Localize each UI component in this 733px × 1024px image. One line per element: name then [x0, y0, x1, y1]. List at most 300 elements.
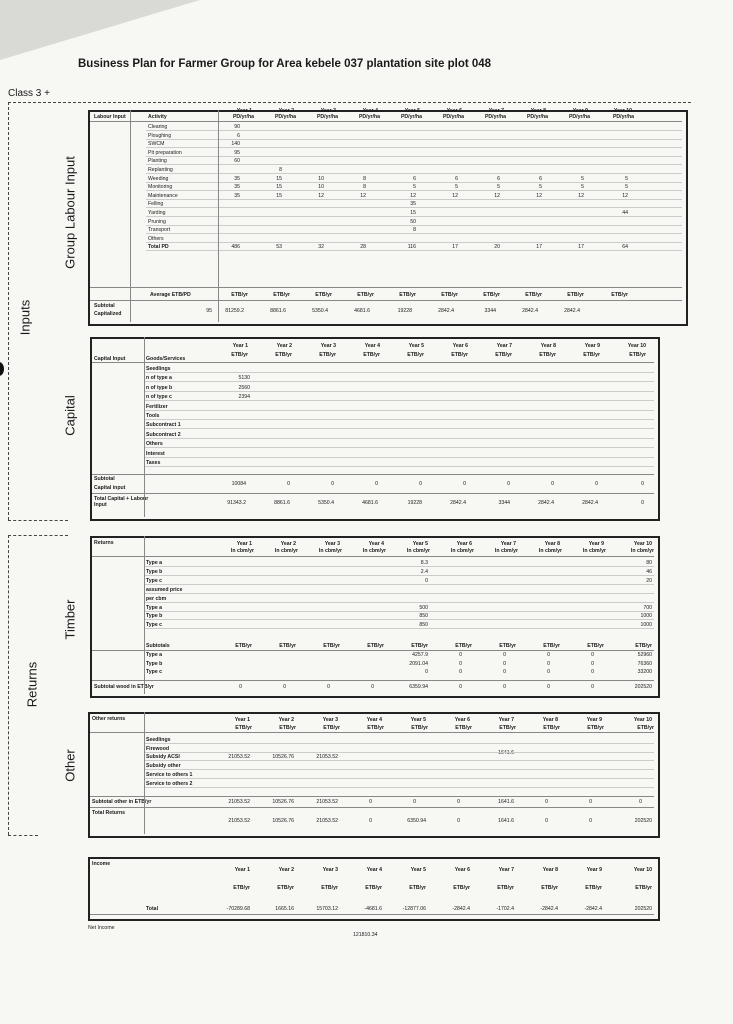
capital-header-year: Year 9	[584, 343, 600, 349]
labour-cell: 8	[279, 167, 282, 173]
other-header-year: Year 8	[542, 717, 558, 723]
timber-header-unit: In cbm/yr	[318, 548, 342, 554]
timber-header-year: Year 1	[236, 541, 252, 547]
rule-line	[144, 743, 654, 744]
capital-subtotal-value: 0	[419, 481, 422, 487]
timber-header-unit: In cbm/yr	[630, 548, 654, 554]
other-subtotal-value: 10526.76	[272, 799, 294, 805]
labour-cell: 15	[276, 192, 282, 199]
other-subtotal-value: 0	[545, 799, 548, 805]
rule-line	[90, 807, 654, 808]
timber-header-year: Year 6	[456, 541, 472, 547]
capital-header-unit: ETB/yr	[539, 352, 556, 358]
rule-line	[92, 680, 654, 681]
capital-subtotal-value: 0	[331, 481, 334, 487]
timber-etb-unit: ETB/yr	[279, 643, 296, 649]
other-header-unit: ETB/yr	[455, 725, 472, 731]
capital-header-year: Year 10	[627, 343, 646, 349]
other-cell: 10526.76	[272, 754, 294, 761]
timber-value-label: Type c	[146, 669, 163, 676]
other-header-unit: ETB/yr	[323, 725, 340, 731]
rule-line	[146, 156, 682, 157]
total-returns-value: 0	[589, 818, 592, 824]
rule-line	[146, 225, 682, 226]
other-subtotal-value: 1641.6	[498, 799, 514, 805]
capital-header-year: Year 6	[452, 343, 468, 349]
timber-year10-amount: 33200	[637, 669, 652, 676]
timber-zero: 0	[503, 652, 506, 658]
labour-subtotal-value: 2842.4	[438, 308, 454, 314]
labour-activity-label: Replanting	[148, 167, 173, 173]
total-returns-value: 0	[545, 818, 548, 824]
capital-section-label: Capital	[62, 395, 78, 436]
labour-cell: 12	[536, 192, 542, 199]
capital-header-goods: Goods/Services	[146, 356, 186, 362]
timber-zero: 0	[459, 660, 462, 667]
other-row-label: Subsidy other	[146, 763, 181, 770]
labour-header-year: Year 9	[572, 108, 588, 114]
labour-cell: 6	[497, 175, 500, 182]
timber-subtotal-value: 0	[371, 684, 374, 690]
timber-etb-unit: ETB/yr	[235, 643, 252, 649]
rule-line	[146, 199, 682, 200]
capital-header-year: Year 1	[232, 343, 248, 349]
labour-average-label: Average ETB/PD	[150, 292, 191, 298]
labour-header-year: Year 8	[530, 108, 546, 114]
income-header-year: Year 10	[633, 867, 652, 873]
timber-year10-value: 1000	[640, 613, 652, 620]
timber-header-year: Year 4	[368, 541, 384, 547]
labour-average-unit: ETB/yr	[525, 292, 542, 298]
rule-line	[144, 752, 654, 753]
labour-header-unit: PD/yr/ha	[316, 114, 338, 120]
timber-header-unit: In cbm/yr	[362, 548, 386, 554]
income-header-year: Year 2	[278, 867, 294, 873]
labour-header-year: Year 7	[488, 108, 504, 114]
timber-year10-value: 1000	[640, 622, 652, 629]
timber-header-unit: In cbm/yr	[582, 548, 606, 554]
income-header-unit: ETB/yr	[541, 885, 558, 891]
labour-header-unit: PD/yr/ha	[484, 114, 506, 120]
rule-line	[144, 584, 654, 585]
timber-value-label: Type b	[146, 660, 163, 667]
rule-line	[146, 164, 682, 165]
income-total-value: -2842.4	[540, 906, 558, 912]
capital-total-value: 0	[641, 500, 644, 506]
labour-cell: 90	[234, 124, 240, 130]
timber-etb-unit: ETB/yr	[499, 643, 516, 649]
labour-cell: 28	[360, 244, 366, 251]
rule-line	[146, 233, 682, 234]
labour-cell: 8	[363, 184, 366, 191]
capital-total-value: 4681.6	[362, 500, 378, 506]
labour-cell: 10	[318, 175, 324, 182]
labour-activity-label: Ploughing	[148, 132, 172, 139]
labour-header-unit: PD/yr/ha	[400, 114, 422, 120]
labour-subtotal-value: 5350.4	[312, 308, 328, 314]
other-header-year: Year 10	[633, 717, 652, 723]
timber-header-year: Year 3	[324, 541, 340, 547]
other-header-year: Year 3	[322, 717, 338, 723]
total-returns-value: 0	[369, 818, 372, 824]
timber-header-label: Returns	[94, 540, 114, 546]
income-header-unit: ETB/yr	[453, 885, 470, 891]
timber-header-year: Year 7	[500, 541, 516, 547]
labour-header-year: Year 4	[362, 108, 378, 114]
capital-item-label: Others	[146, 441, 163, 448]
class-label: Class 3 +	[8, 88, 50, 99]
other-subtotal-value: 21053.52	[316, 799, 338, 805]
capital-header-year: Year 5	[408, 343, 424, 349]
capital-header-year: Year 4	[364, 343, 380, 349]
capital-input-label: Capital input	[94, 485, 126, 491]
labour-activity-label: Total PD	[148, 244, 169, 251]
timber-year5-value: 500	[419, 604, 428, 611]
rule-line	[144, 466, 654, 467]
labour-header-activity: Activity	[148, 114, 167, 120]
labour-activity-label: Pit preparation	[148, 149, 182, 156]
labour-cell: 6	[455, 175, 458, 182]
income-total-value: 202520	[634, 906, 652, 912]
labour-activity-label: Clearing	[148, 124, 168, 130]
rule-line	[146, 147, 682, 148]
rule-line	[146, 242, 682, 243]
capital-total-value: 2842.4	[582, 500, 598, 506]
timber-zero: 0	[503, 669, 506, 676]
labour-activity-label: Planting	[148, 158, 167, 165]
income-total-value: -70289.68	[226, 906, 250, 912]
page-corner-shadow	[0, 0, 200, 60]
labour-header-unit: PD/yr/ha	[232, 114, 254, 120]
timber-year5-value: 2.4	[420, 568, 428, 575]
other-header-year: Year 2	[278, 717, 294, 723]
other-header-unit: ETB/yr	[499, 725, 516, 731]
income-header-year: Year 7	[498, 867, 514, 873]
rule-line	[92, 650, 654, 651]
other-header-unit: ETB/yr	[637, 725, 654, 731]
timber-header-year: Year 5	[412, 541, 428, 547]
labour-header-input: Labour Input	[94, 114, 126, 120]
timber-year10-amount: 76360	[637, 660, 652, 667]
rule-line	[130, 110, 131, 322]
labour-cell: 17	[578, 244, 584, 251]
rule-line	[92, 474, 654, 475]
timber-row-label: Type c	[146, 622, 163, 629]
rule-line	[90, 914, 654, 915]
timber-row-label: per cbm	[146, 595, 167, 602]
rule-line	[144, 372, 654, 373]
labour-header-year: Year 3	[320, 108, 336, 114]
labour-cell: 15	[276, 175, 282, 182]
labour-header-unit: PD/yr/ha	[526, 114, 548, 120]
labour-cell: 50	[410, 218, 416, 225]
labour-cell: 95	[234, 149, 240, 156]
labour-header-year: Year 1	[236, 108, 252, 114]
labour-average-unit: ETB/yr	[273, 292, 290, 298]
labour-cell: 17	[536, 244, 542, 251]
net-income-label: Net Income	[88, 925, 115, 931]
labour-cell: 12	[622, 192, 628, 199]
labour-activity-label: SWCM	[148, 141, 165, 148]
labour-subtotal-rate: 95	[206, 308, 212, 314]
rule-line	[144, 778, 654, 779]
other-header-unit: ETB/yr	[411, 725, 428, 731]
labour-cell: 5	[625, 184, 628, 191]
rule-line	[144, 419, 654, 420]
capital-subtotal-label: Subtotal	[94, 476, 115, 482]
income-header-year: Year 8	[542, 867, 558, 873]
timber-subtotals-label: Subtotals	[146, 643, 170, 649]
timber-etb-unit: ETB/yr	[323, 643, 340, 649]
income-header-year: Year 4	[366, 867, 382, 873]
timber-zero: 0	[591, 652, 594, 658]
labour-cell: 12	[360, 192, 366, 199]
labour-subtotal-value: 19228	[397, 308, 412, 314]
inputs-section-label: Inputs	[17, 299, 33, 336]
rule-line	[144, 391, 654, 392]
timber-header-year: Year 2	[280, 541, 296, 547]
income-label: Income	[92, 861, 111, 867]
total-returns-value: 10526.76	[272, 818, 294, 824]
timber-etb-unit: ETB/yr	[411, 643, 428, 649]
timber-subtotal-value: 202520	[634, 684, 652, 690]
timber-row-label: Type c	[146, 577, 163, 584]
labour-cell: 6	[237, 132, 240, 139]
capital-item-value: 5130	[238, 375, 250, 382]
total-returns-value: 202520	[634, 818, 652, 824]
labour-cell: 12	[410, 192, 416, 199]
labour-subtotal-value: 4681.6	[354, 308, 370, 314]
rule-line	[90, 287, 682, 288]
labour-average-unit: ETB/yr	[315, 292, 332, 298]
labour-cell: 140	[231, 141, 240, 148]
other-row-label: Subsidy ACSI	[146, 754, 180, 761]
timber-year10-amount: 52960	[637, 652, 652, 658]
rule-line	[144, 381, 654, 382]
rule-line	[146, 190, 682, 191]
income-header-year: Year 1	[234, 867, 250, 873]
labour-header-year: Year 10	[613, 108, 632, 114]
income-total-value: -12877.06	[402, 906, 426, 912]
labour-subtotal-value: 2842.4	[522, 308, 538, 314]
capital-subtotal-value: 0	[595, 481, 598, 487]
labour-activity-label: Weeding	[148, 175, 169, 182]
timber-header-unit: In cbm/yr	[230, 548, 254, 554]
capital-header-year: Year 2	[276, 343, 292, 349]
labour-cell: 6	[539, 175, 542, 182]
labour-cell: 15	[410, 210, 416, 216]
timber-row-label: Type a	[146, 560, 163, 566]
other-row-label: Firewood	[146, 745, 170, 752]
other-subtotal-value: 0	[413, 799, 416, 805]
other-section-label: Other	[62, 749, 78, 782]
labour-cell: 5	[413, 184, 416, 191]
timber-etb-unit: ETB/yr	[367, 643, 384, 649]
timber-year5-value: 8.3	[420, 560, 428, 566]
rule-line	[144, 628, 654, 629]
returns-section-label: Returns	[24, 661, 40, 708]
timber-zero: 0	[591, 660, 594, 667]
labour-header-unit: PD/yr/ha	[274, 114, 296, 120]
rule-line	[144, 760, 654, 761]
labour-activity-label: Others	[148, 235, 164, 242]
capital-item-label: Tools	[146, 413, 160, 419]
labour-cell: 12	[452, 192, 458, 199]
rule-line	[144, 438, 654, 439]
capital-header-unit: ETB/yr	[629, 352, 646, 358]
rule-line	[144, 611, 654, 612]
timber-year5-value: 850	[419, 622, 428, 629]
income-total-label: Total	[146, 906, 159, 912]
total-returns-value: 6350.94	[407, 818, 426, 824]
labour-cell: 12	[318, 192, 324, 199]
document-title: Business Plan for Farmer Group for Area kebele 037 plantation site plot 048	[78, 58, 492, 70]
timber-zero: 0	[591, 669, 594, 676]
other-header-unit: ETB/yr	[543, 725, 560, 731]
rule-line	[144, 428, 654, 429]
income-total-value: -2842.4	[584, 906, 602, 912]
timber-subtotal-value: 0	[503, 684, 506, 690]
other-cell: 21053.52	[228, 754, 250, 761]
labour-cell: 5	[581, 184, 584, 191]
labour-cell: 12	[494, 192, 500, 199]
capital-item-label: Taxes	[146, 460, 161, 466]
timber-subtotal-value: 0	[547, 684, 550, 690]
capital-header-unit: ETB/yr	[451, 352, 468, 358]
rule-line	[144, 787, 654, 788]
labour-header-unit: PD/yr/ha	[568, 114, 590, 120]
labour-subtotal-value: 3344	[484, 308, 496, 314]
income-header-unit: ETB/yr	[585, 885, 602, 891]
timber-header-year: Year 9	[588, 541, 604, 547]
other-subtotal-value: 0	[639, 799, 642, 805]
labour-cell: 15	[276, 184, 282, 191]
other-subtotal-label: Subtotal other in ETB/yr	[92, 799, 152, 805]
rule-line	[90, 796, 654, 797]
rule-line	[146, 182, 682, 183]
rule-line	[144, 769, 654, 770]
timber-year5-amount: 0	[425, 669, 428, 676]
labour-average-unit: ETB/yr	[567, 292, 584, 298]
labour-average-unit: ETB/yr	[357, 292, 374, 298]
labour-average-unit: ETB/yr	[399, 292, 416, 298]
capital-total-value: 91343.2	[227, 500, 246, 506]
income-header-year: Year 6	[454, 867, 470, 873]
labour-cell: 17	[452, 244, 458, 251]
labour-activity-label: Yarding	[148, 210, 166, 216]
rule-line	[92, 556, 654, 557]
labour-header-unit: PD/yr/ha	[612, 114, 634, 120]
timber-year10-value: 80	[646, 560, 652, 566]
labour-activity-label: Monitoring	[148, 184, 173, 191]
rule-line	[144, 619, 654, 620]
income-header-unit: ETB/yr	[409, 885, 426, 891]
labour-cell: 8	[363, 175, 366, 182]
rule-line	[90, 300, 682, 301]
rule-line	[144, 457, 654, 458]
timber-year5-amount: 4257.9	[412, 652, 428, 658]
labour-cell: 10	[318, 184, 324, 191]
timber-subtotal-value: 0	[327, 684, 330, 690]
capital-header-unit: ETB/yr	[583, 352, 600, 358]
capital-item-value: 2394	[238, 394, 250, 401]
labour-cell: 6	[413, 175, 416, 182]
capital-item-label: Subcontract 1	[146, 422, 181, 429]
capital-item-label: Seedlings	[146, 366, 171, 372]
rule-line	[146, 130, 682, 131]
income-total-value: 1665.16	[275, 906, 294, 912]
labour-average-unit: ETB/yr	[231, 292, 248, 298]
labour-cell: 60	[234, 158, 240, 165]
labour-cell: 20	[494, 244, 500, 251]
timber-subtotal-label: Subtotal wood in ETB/yr	[94, 684, 154, 690]
rule-line	[144, 566, 654, 567]
other-header-year: Year 6	[454, 717, 470, 723]
timber-value-label: Type a	[146, 652, 163, 658]
capital-total-value: 5350.4	[318, 500, 334, 506]
timber-year10-value: 700	[643, 604, 652, 611]
other-header-unit: ETB/yr	[279, 725, 296, 731]
rule-line	[92, 493, 654, 494]
timber-header-unit: In cbm/yr	[406, 548, 430, 554]
rule-line	[92, 362, 654, 363]
rule-line	[144, 575, 654, 576]
total-returns-value: 21053.52	[316, 818, 338, 824]
timber-header-year: Year 10	[633, 541, 652, 547]
other-row-label: Service to others 1	[146, 771, 193, 778]
labour-cell: 5	[455, 184, 458, 191]
timber-zero: 0	[547, 669, 550, 676]
labour-capitalized-label: Capitalized	[94, 311, 122, 317]
income-total-value: -4681.6	[364, 906, 382, 912]
timber-zero: 0	[547, 660, 550, 667]
net-income-value: 121810.34	[353, 932, 378, 938]
labour-activity-label: Maintenance	[148, 192, 178, 199]
other-subtotal-value: 0	[369, 799, 372, 805]
labour-header-unit: PD/yr/ha	[358, 114, 380, 120]
timber-subtotal-value: 0	[459, 684, 462, 690]
income-header-unit: ETB/yr	[497, 885, 514, 891]
timber-header-year: Year 8	[544, 541, 560, 547]
rule-line	[144, 712, 145, 834]
other-firewood-year7: 1641.6	[498, 749, 514, 756]
timber-year5-value: 0	[425, 577, 428, 584]
labour-cell: 5	[539, 184, 542, 191]
capital-subtotal-value: 0	[375, 481, 378, 487]
capital-header-unit: ETB/yr	[231, 352, 248, 358]
income-header-unit: ETB/yr	[635, 885, 652, 891]
other-header-year: Year 9	[586, 717, 602, 723]
labour-cell: 35	[234, 192, 240, 199]
other-header-year: Year 7	[498, 717, 514, 723]
timber-zero: 0	[459, 669, 462, 676]
total-returns-value: 21053.52	[228, 818, 250, 824]
income-header-unit: ETB/yr	[321, 885, 338, 891]
capital-item-label: n of type b	[146, 384, 173, 391]
rule-line	[144, 410, 654, 411]
rule-line	[90, 121, 682, 122]
rule-line	[144, 400, 654, 401]
capital-header-year: Year 8	[540, 343, 556, 349]
other-subtotal-value: 0	[589, 799, 592, 805]
labour-header-unit: PD/yr/ha	[442, 114, 464, 120]
other-header-year: Year 5	[410, 717, 426, 723]
labour-header-year: Year 5	[404, 108, 420, 114]
other-header-label: Other returns	[92, 716, 126, 722]
labour-cell: 5	[497, 184, 500, 191]
income-total-value: 15703.12	[316, 906, 338, 912]
total-returns-value: 0	[457, 818, 460, 824]
